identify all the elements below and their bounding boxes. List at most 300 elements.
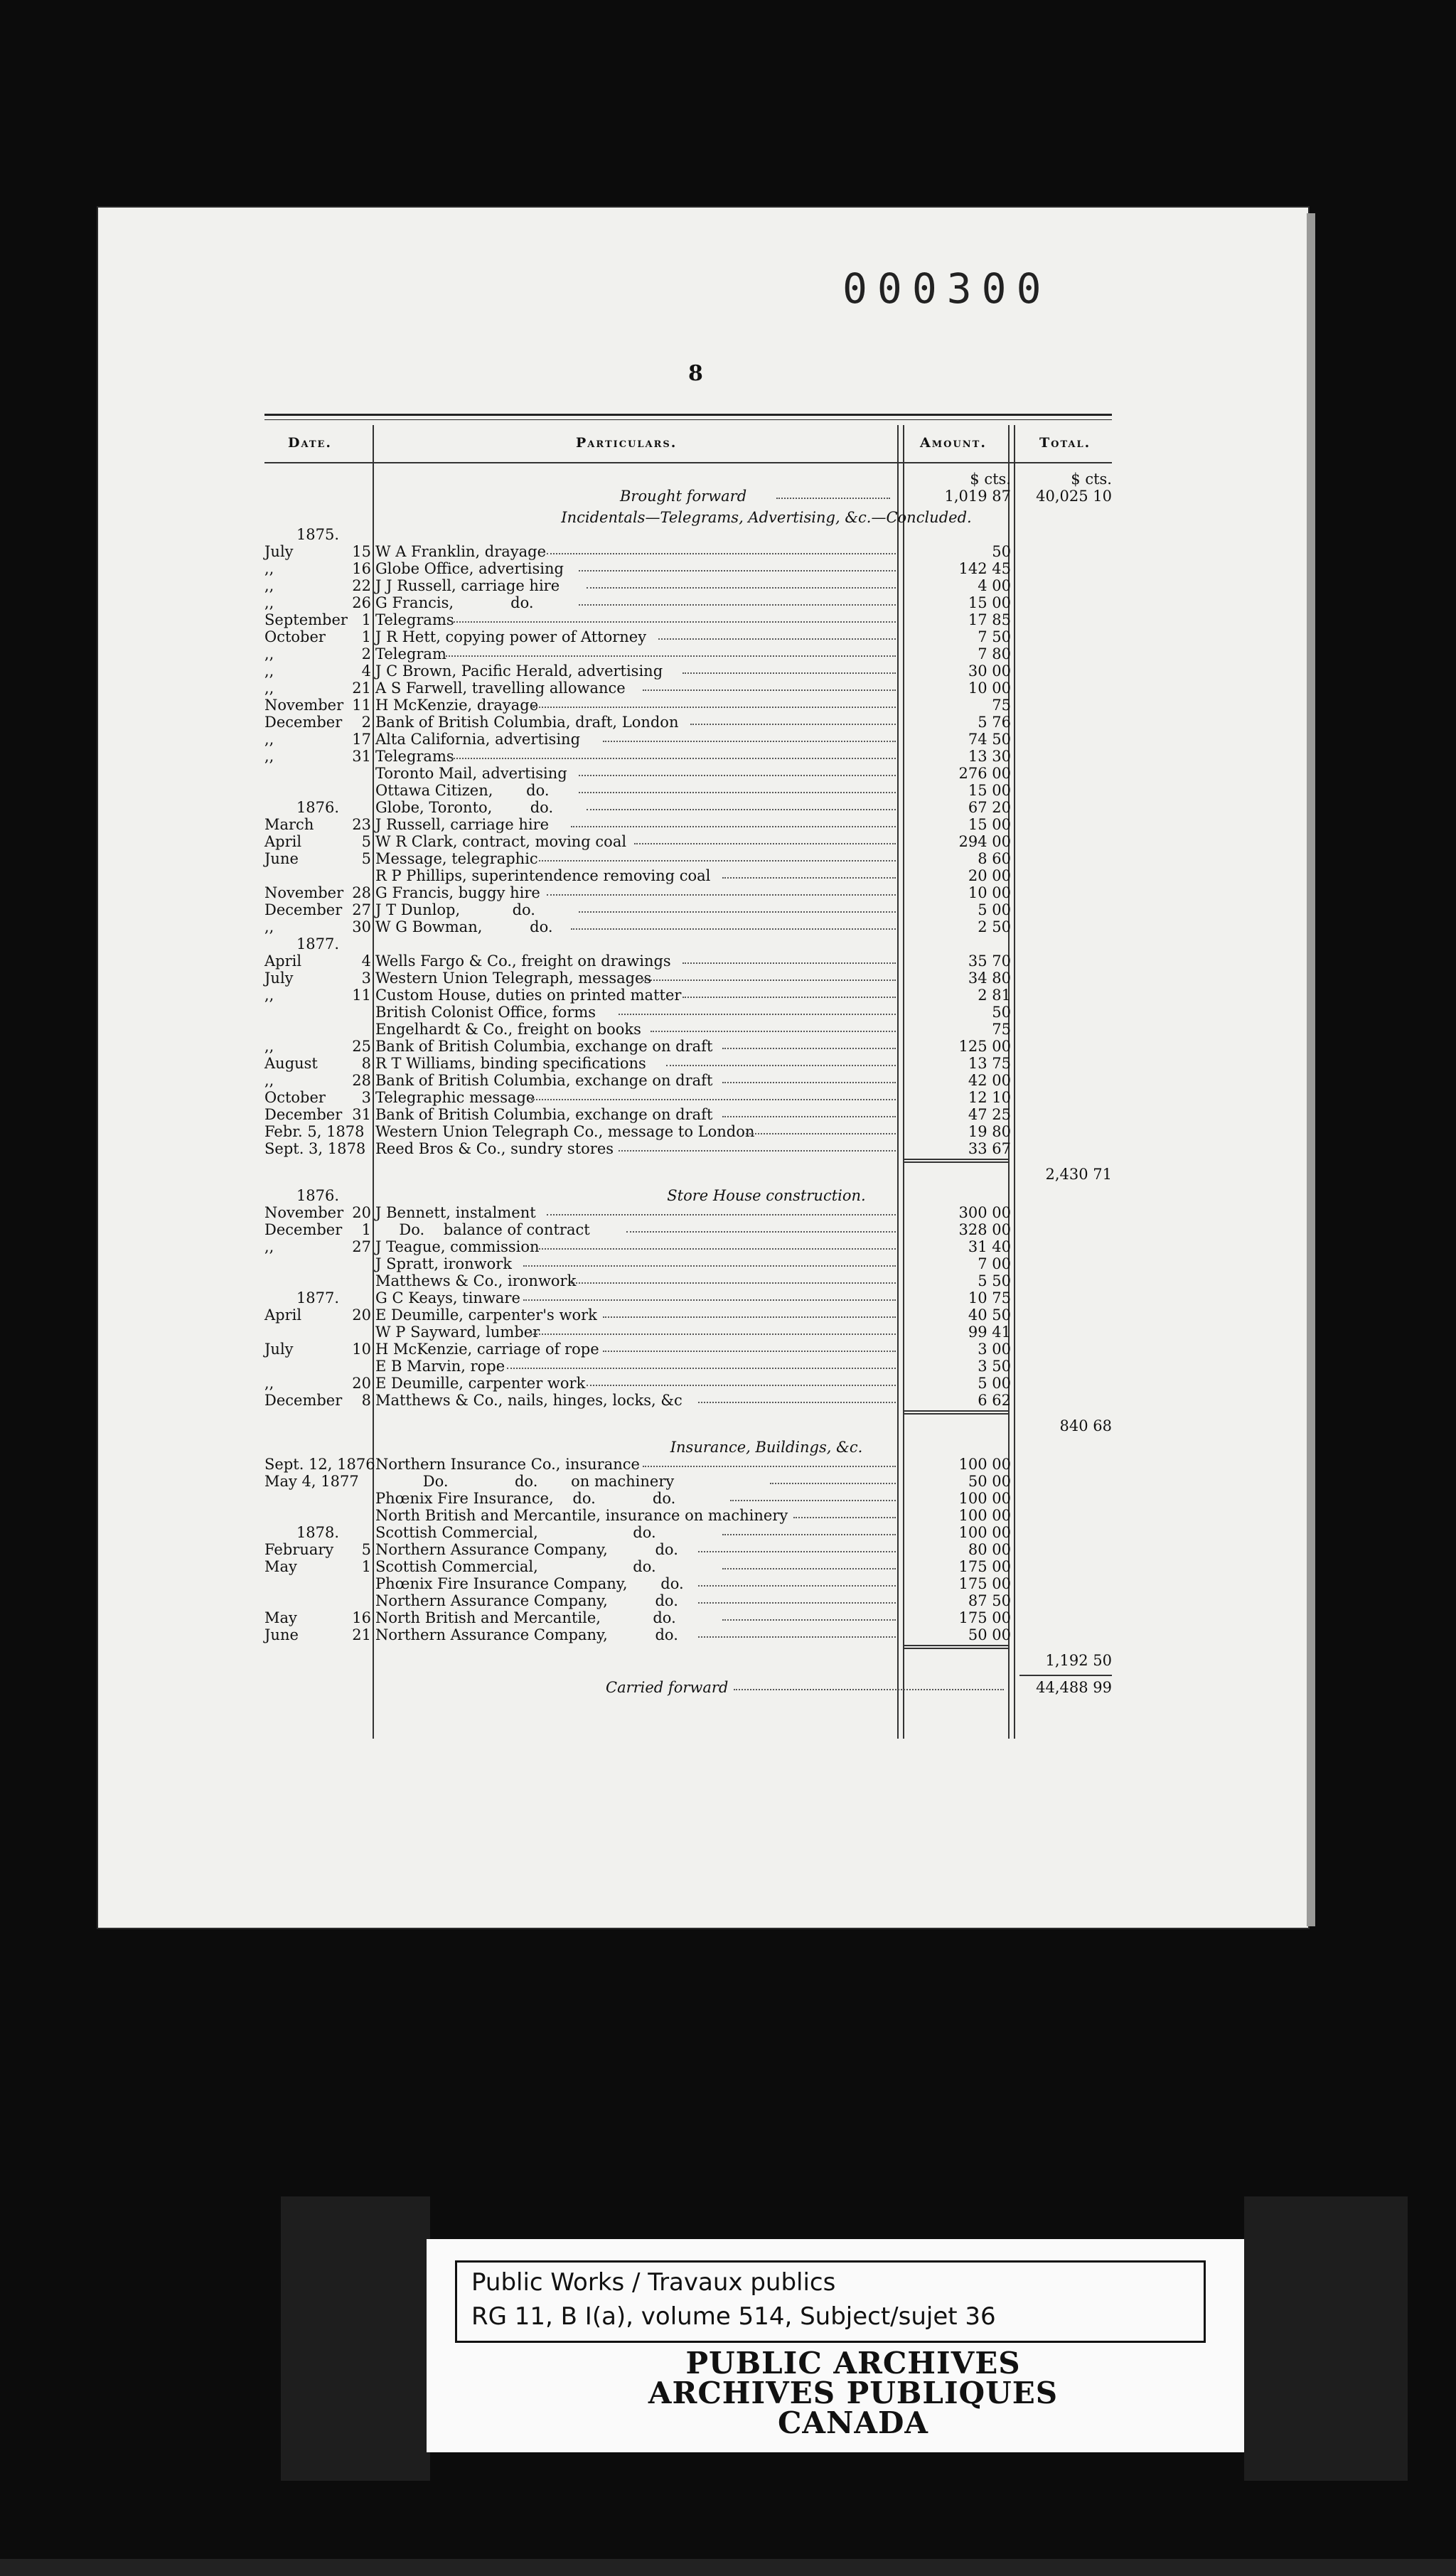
section-total-rule-2 [904, 1413, 1008, 1415]
entry-month: ,, [264, 1375, 274, 1392]
entry-year: 1877. [296, 935, 340, 952]
ledger-row [264, 1204, 1112, 1221]
ledger-row [264, 935, 1112, 952]
entry-particulars: J J Russell, carriage hire [375, 577, 560, 594]
entry-day: 1 [361, 1221, 371, 1238]
entry-amount: 10 00 [968, 884, 1011, 901]
ledger-row [264, 1123, 1112, 1140]
film-frame-right [1244, 2196, 1408, 2481]
ledger-row [264, 1541, 1112, 1558]
entry-particulars: E Deumille, carpenter's work [375, 1306, 597, 1324]
dot-leader [571, 826, 896, 827]
dot-leader [722, 1082, 896, 1083]
entry-month: June [264, 850, 299, 867]
ledger-row [264, 1324, 1112, 1341]
carried-forward-total: 44,488 99 [1036, 1679, 1112, 1696]
entry-amount: 294 00 [958, 833, 1011, 850]
dot-leader [523, 1299, 896, 1301]
ledger-row [264, 1473, 1112, 1490]
entry-day: 17 [352, 731, 371, 748]
entry-particulars: Bank of British Columbia, exchange on draft [375, 1038, 713, 1055]
section-total: 840 68 [1059, 1417, 1112, 1434]
dot-leader [651, 1031, 896, 1032]
entry-day: 25 [352, 1038, 371, 1055]
ledger-row [264, 662, 1112, 680]
entry-amount: 67 20 [968, 799, 1011, 816]
entry-particulars: Northern Assurance Company, do. [375, 1626, 678, 1643]
section-year: 1876. [296, 1187, 340, 1204]
carried-forward-rule [1019, 1675, 1112, 1676]
entry-amount: 50 [992, 543, 1011, 560]
entry-particulars: Reed Bros & Co., sundry stores [375, 1140, 614, 1157]
ledger-row [264, 1089, 1112, 1106]
ledger-row [264, 1306, 1112, 1324]
entry-day: 4 [361, 662, 371, 680]
dot-leader [619, 1014, 896, 1015]
entry-amount: 42 00 [968, 1072, 1011, 1089]
entry-amount: 30 00 [968, 662, 1011, 680]
entry-particulars: Do. do. on machinery [375, 1473, 675, 1490]
entry-amount: 142 45 [958, 560, 1011, 577]
entry-particulars: W P Sayward, lumber [375, 1324, 540, 1341]
entry-month: March [264, 816, 314, 833]
dot-leader [579, 792, 896, 793]
entry-amount: 50 [992, 1004, 1011, 1021]
entry-particulars: J Bennett, instalment [375, 1204, 536, 1221]
ledger-row [264, 1221, 1112, 1238]
entry-particulars: Bank of British Columbia, exchange on draft [375, 1106, 713, 1123]
entry-year: 1877. [296, 1289, 340, 1306]
public-archives-text: PUBLIC ARCHIVES [685, 2346, 1021, 2381]
dot-leader [587, 1385, 896, 1386]
brought-forward-amount: 1,019 87 [944, 488, 1011, 505]
entry-particulars: Western Union Telegraph Co., message to London [375, 1123, 755, 1140]
section-total: 1,192 50 [1045, 1652, 1112, 1669]
entry-amount: 7 50 [978, 628, 1011, 645]
ledger-row [264, 577, 1112, 594]
header-total: Total. [1039, 435, 1091, 451]
section-total-row [264, 1166, 1112, 1183]
dot-leader [722, 1534, 896, 1535]
dot-leader [682, 672, 896, 674]
ledger-row [264, 1507, 1112, 1524]
ledger-row [264, 1341, 1112, 1358]
entry-particulars: Toronto Mail, advertising [375, 765, 567, 782]
entry-amount: 4 00 [978, 577, 1011, 594]
entry-day: 20 [352, 1306, 371, 1324]
archives-publiques-text: ARCHIVES PUBLIQUES [648, 2376, 1059, 2410]
ledger-row [264, 867, 1112, 884]
section-title-row [264, 1439, 1112, 1456]
ledger-row [264, 560, 1112, 577]
entry-month: October [264, 628, 326, 645]
entry-amount: 13 30 [968, 748, 1011, 765]
header-amount: Amount. [920, 435, 987, 451]
entry-particulars: Telegram [375, 645, 446, 662]
entry-day: 5 [361, 833, 371, 850]
ledger-row [264, 850, 1112, 867]
entry-month: July [264, 543, 294, 560]
entry-particulars: J Teague, commission [375, 1238, 540, 1255]
dot-leader [722, 1116, 896, 1117]
entry-particulars: Telegraphic message [375, 1089, 535, 1106]
entry-day: 22 [352, 577, 371, 594]
entry-particulars: Engelhardt & Co., freight on books [375, 1021, 641, 1038]
entry-amount: 99 41 [968, 1324, 1011, 1341]
entry-day: 3 [361, 1089, 371, 1106]
entry-particulars: J C Brown, Pacific Herald, advertising [375, 662, 663, 680]
entry-month: December [264, 714, 343, 731]
entry-amount: 19 80 [968, 1123, 1011, 1140]
entry-day: 27 [352, 1238, 371, 1255]
dot-leader [603, 1316, 896, 1318]
dot-leader [444, 655, 896, 657]
entry-amount: 175 00 [958, 1609, 1011, 1626]
entry-particulars: Northern Assurance Company, do. [375, 1592, 678, 1609]
entry-month: ,, [264, 1038, 274, 1055]
ledger-row [264, 645, 1112, 662]
entry-amount: 3 50 [978, 1358, 1011, 1375]
entry-month: ,, [264, 645, 274, 662]
entry-particulars: Message, telegraphic [375, 850, 538, 867]
film-strip [0, 2559, 1456, 2576]
entry-month: ,, [264, 662, 274, 680]
entry-month: December [264, 1106, 343, 1123]
entry-particulars: G C Keays, tinware [375, 1289, 520, 1306]
brought-forward-total: 40,025 10 [1036, 488, 1112, 505]
entry-particulars: Telegrams [375, 611, 454, 628]
ledger-row [264, 833, 1112, 850]
entry-particulars: W A Franklin, drayage [375, 543, 547, 560]
entry-day: 11 [352, 987, 371, 1004]
entry-month: May [264, 1558, 297, 1575]
ledger-row [264, 1255, 1112, 1272]
entry-amount: 7 00 [978, 1255, 1011, 1272]
entry-amount: 10 75 [968, 1289, 1011, 1306]
entry-month: April [264, 833, 302, 850]
entry-month: ,, [264, 1072, 274, 1089]
entry-month: November [264, 697, 344, 714]
entry-month: October [264, 1089, 326, 1106]
dot-leader [531, 1333, 896, 1335]
ledger-row [264, 1375, 1112, 1392]
entry-day: 4 [361, 952, 371, 970]
dot-leader [634, 843, 896, 844]
entry-particulars: Telegrams [375, 748, 454, 765]
dot-leader [658, 638, 896, 640]
entry-amount: 3 00 [978, 1341, 1011, 1358]
ledger-row [264, 1021, 1112, 1038]
ledger-row [264, 1592, 1112, 1609]
ledger-row [264, 1289, 1112, 1306]
dot-leader [523, 1265, 896, 1267]
entry-amount: 74 50 [968, 731, 1011, 748]
archive-label-box [455, 2260, 1206, 2343]
entry-day: 28 [352, 1072, 371, 1089]
entry-month: July [264, 970, 294, 987]
entry-day: 1 [361, 611, 371, 628]
section-title: Incidentals—Telegrams, Advertising, &c.—Concluded. [561, 509, 972, 526]
dot-leader [547, 894, 896, 896]
archive-label-line2: RG 11, B I(a), volume 514, Subject/sujet 36 [471, 2302, 996, 2331]
entry-day: 1 [361, 628, 371, 645]
section-total-rule [904, 1410, 1008, 1412]
entry-amount: 50 00 [968, 1626, 1011, 1643]
ledger-row [264, 1004, 1112, 1021]
entry-year: 1876. [296, 799, 340, 816]
ledger-row [264, 987, 1112, 1004]
dot-leader [793, 1517, 896, 1518]
entry-amount: 40 50 [968, 1306, 1011, 1324]
dot-leader [690, 724, 896, 725]
entry-particulars: G Francis, do. [375, 594, 534, 611]
entry-amount: 20 00 [968, 867, 1011, 884]
entry-amount: 100 00 [958, 1507, 1011, 1524]
ledger-row [264, 816, 1112, 833]
entry-day: 11 [352, 697, 371, 714]
entry-particulars: Western Union Telegraph, messages [375, 970, 652, 987]
ledger-row [264, 680, 1112, 697]
ledger-row [264, 628, 1112, 645]
currency-row [264, 471, 1112, 488]
entry-amount: 15 00 [968, 782, 1011, 799]
dot-leader [579, 911, 896, 913]
entry-amount: 7 80 [978, 645, 1011, 662]
entry-day: 30 [352, 918, 371, 935]
entry-amount: 300 00 [958, 1204, 1011, 1221]
ledger-row [264, 952, 1112, 970]
entry-month: ,, [264, 1238, 274, 1255]
ledger-row [264, 1238, 1112, 1255]
entry-amount: 2 81 [978, 987, 1011, 1004]
entry-day: 21 [352, 1626, 371, 1643]
dot-leader [682, 962, 896, 964]
dot-leader [451, 758, 896, 759]
entry-month: February [264, 1541, 334, 1558]
ledger-row [264, 543, 1112, 560]
ledger-row [264, 526, 1112, 543]
entry-particulars: W G Bowman, do. [375, 918, 553, 935]
section-title: Store House construction. [667, 1187, 866, 1204]
entry-particulars: Ottawa Citizen, do. [375, 782, 550, 799]
ledger-row [264, 1140, 1112, 1157]
entry-year: 1875. [296, 526, 340, 543]
entry-year: 1878. [296, 1524, 340, 1541]
dot-leader [776, 498, 890, 499]
entry-amount: 5 00 [978, 901, 1011, 918]
ledger-row [264, 714, 1112, 731]
entry-day: 5 [361, 850, 371, 867]
entry-month: December [264, 1221, 343, 1238]
section-total-row [264, 1652, 1112, 1669]
ledger-row [264, 799, 1112, 816]
entry-particulars: J R Hett, copying power of Attorney [375, 628, 647, 645]
entry-month: ,, [264, 731, 274, 748]
entry-amount: 5 50 [978, 1272, 1011, 1289]
header-date: Date. [288, 435, 333, 451]
dot-leader [746, 1133, 896, 1134]
dot-leader [603, 1351, 896, 1352]
entry-day: 8 [361, 1392, 371, 1409]
entry-day: 2 [361, 645, 371, 662]
entry-particulars: Wells Fargo & Co., freight on drawings [375, 952, 671, 970]
entry-day: 27 [352, 901, 371, 918]
entry-particulars: J Spratt, ironwork [375, 1255, 513, 1272]
ledger-row [264, 1055, 1112, 1072]
dot-leader [603, 741, 896, 742]
dot-leader [579, 570, 896, 571]
dot-leader [626, 1231, 896, 1233]
entry-month: November [264, 1204, 344, 1221]
entry-particulars: Custom House, duties on printed matter [375, 987, 682, 1004]
entry-day: 26 [352, 594, 371, 611]
entry-particulars: R T Williams, binding specifications [375, 1055, 646, 1072]
dot-leader [643, 980, 896, 981]
ledger-row [264, 1358, 1112, 1375]
entry-month: ,, [264, 987, 274, 1004]
entry-day: 28 [352, 884, 371, 901]
entry-particulars: Bank of British Columbia, exchange on draft [375, 1072, 713, 1089]
entry-month: September [264, 611, 348, 628]
entry-particulars: Globe Office, advertising [375, 560, 564, 577]
archive-label-line1: Public Works / Travaux publics [471, 2268, 836, 2297]
dot-leader [698, 1551, 896, 1552]
entry-month: ,, [264, 680, 274, 697]
ledger-row [264, 1609, 1112, 1626]
entry-amount: 125 00 [958, 1038, 1011, 1055]
entry-day: 20 [352, 1375, 371, 1392]
stamp-number: 000300 [842, 264, 1051, 313]
entry-day: 31 [352, 1106, 371, 1123]
entry-day: 21 [352, 680, 371, 697]
section-total: 2,430 71 [1045, 1166, 1112, 1183]
entry-day: 31 [352, 748, 371, 765]
dot-leader [531, 707, 896, 708]
entry-month: May [264, 1609, 297, 1626]
brought-forward-row [264, 488, 1112, 505]
entry-amount: 50 00 [968, 1473, 1011, 1490]
ledger-row [264, 1392, 1112, 1409]
entry-amount: 33 67 [968, 1140, 1011, 1157]
ledger-row [264, 731, 1112, 748]
dot-leader [722, 1568, 896, 1569]
entry-particulars: E Deumille, carpenter work [375, 1375, 586, 1392]
section-total-rule-2 [904, 1648, 1008, 1649]
ledger-row [264, 611, 1112, 628]
dot-leader [587, 587, 896, 589]
entry-amount: 100 00 [958, 1524, 1011, 1541]
dot-leader [722, 1619, 896, 1621]
dot-leader [682, 997, 896, 998]
entry-month: April [264, 1306, 302, 1324]
entry-particulars: Phœnix Fire Insurance, do. do. [375, 1490, 676, 1507]
dot-leader [547, 553, 896, 554]
archive-label [427, 2239, 1244, 2452]
entry-particulars: Globe, Toronto, do. [375, 799, 554, 816]
entry-amount: 35 70 [968, 952, 1011, 970]
entry-amount: 17 85 [968, 611, 1011, 628]
carried-forward-row [264, 1679, 1112, 1696]
entry-month: August [264, 1055, 318, 1072]
dot-leader [722, 1048, 896, 1049]
dot-leader [587, 809, 896, 810]
dot-leader [643, 1466, 896, 1467]
entry-amount: 75 [992, 1021, 1011, 1038]
ledger-row [264, 1558, 1112, 1575]
dot-leader [507, 1368, 896, 1369]
dot-leader [734, 1689, 1004, 1690]
entry-particulars: J Russell, carriage hire [375, 816, 550, 833]
dot-leader [666, 1065, 896, 1066]
carried-forward-label: Carried forward [606, 1679, 729, 1696]
entry-particulars: Northern Insurance Co., insurance [375, 1456, 640, 1473]
entry-day: 16 [352, 1609, 371, 1626]
entry-amount: 80 00 [968, 1541, 1011, 1558]
entry-amount: 12 10 [968, 1089, 1011, 1106]
entry-particulars: Matthews & Co., nails, hinges, locks, &c [375, 1392, 682, 1409]
entry-amount: 34 80 [968, 970, 1011, 987]
dot-leader [698, 1585, 896, 1587]
entry-particulars: W R Clark, contract, moving coal [375, 833, 627, 850]
entry-day: 16 [352, 560, 371, 577]
dot-leader [451, 621, 896, 623]
ledger-row [264, 1524, 1112, 1541]
ledger-row [264, 970, 1112, 987]
entry-month: ,, [264, 560, 274, 577]
entry-particulars: Northern Assurance Company, do. [375, 1541, 678, 1558]
dot-leader [730, 1500, 896, 1501]
entry-month: ,, [264, 748, 274, 765]
dot-leader [571, 1282, 896, 1284]
ledger-row [264, 594, 1112, 611]
header-rule [264, 414, 1112, 416]
header-particulars: Particulars. [576, 435, 678, 451]
entry-amount: 175 00 [958, 1558, 1011, 1575]
ledger-row [264, 1456, 1112, 1473]
dot-leader [571, 928, 896, 930]
entry-amount: 10 00 [968, 680, 1011, 697]
canada-text: CANADA [777, 2405, 928, 2440]
entry-amount: 5 76 [978, 714, 1011, 731]
entry-month: December [264, 901, 343, 918]
entry-particulars: H McKenzie, carriage of rope [375, 1341, 599, 1358]
dot-leader [619, 1150, 896, 1152]
section-total-rule [904, 1159, 1008, 1160]
ledger-row [264, 765, 1112, 782]
ledger-row [264, 884, 1112, 901]
entry-particulars: North British and Mercantile, do. [375, 1609, 676, 1626]
entry-month: ,, [264, 594, 274, 611]
ledger-row [264, 1490, 1112, 1507]
film-frame-left [281, 2196, 430, 2481]
section-total-rule [904, 1645, 1008, 1646]
entry-particulars: British Colonist Office, forms [375, 1004, 596, 1021]
page-number: 8 [688, 361, 703, 386]
entry-amount: 100 00 [958, 1490, 1011, 1507]
section-total-row [264, 1417, 1112, 1434]
entry-particulars: North British and Mercantile, insurance on machinery [375, 1507, 788, 1524]
entry-amount: 328 00 [958, 1221, 1011, 1238]
entry-amount: 5 00 [978, 1375, 1011, 1392]
entry-day: 23 [352, 816, 371, 833]
entry-particulars: H McKenzie, drayage [375, 697, 539, 714]
entry-particulars: Scottish Commercial, do. [375, 1524, 656, 1541]
entry-particulars: A S Farwell, travelling allowance [375, 680, 626, 697]
entry-month: December [264, 1392, 343, 1409]
ledger-row [264, 1106, 1112, 1123]
entry-day: 20 [352, 1204, 371, 1221]
entry-month: ,, [264, 577, 274, 594]
